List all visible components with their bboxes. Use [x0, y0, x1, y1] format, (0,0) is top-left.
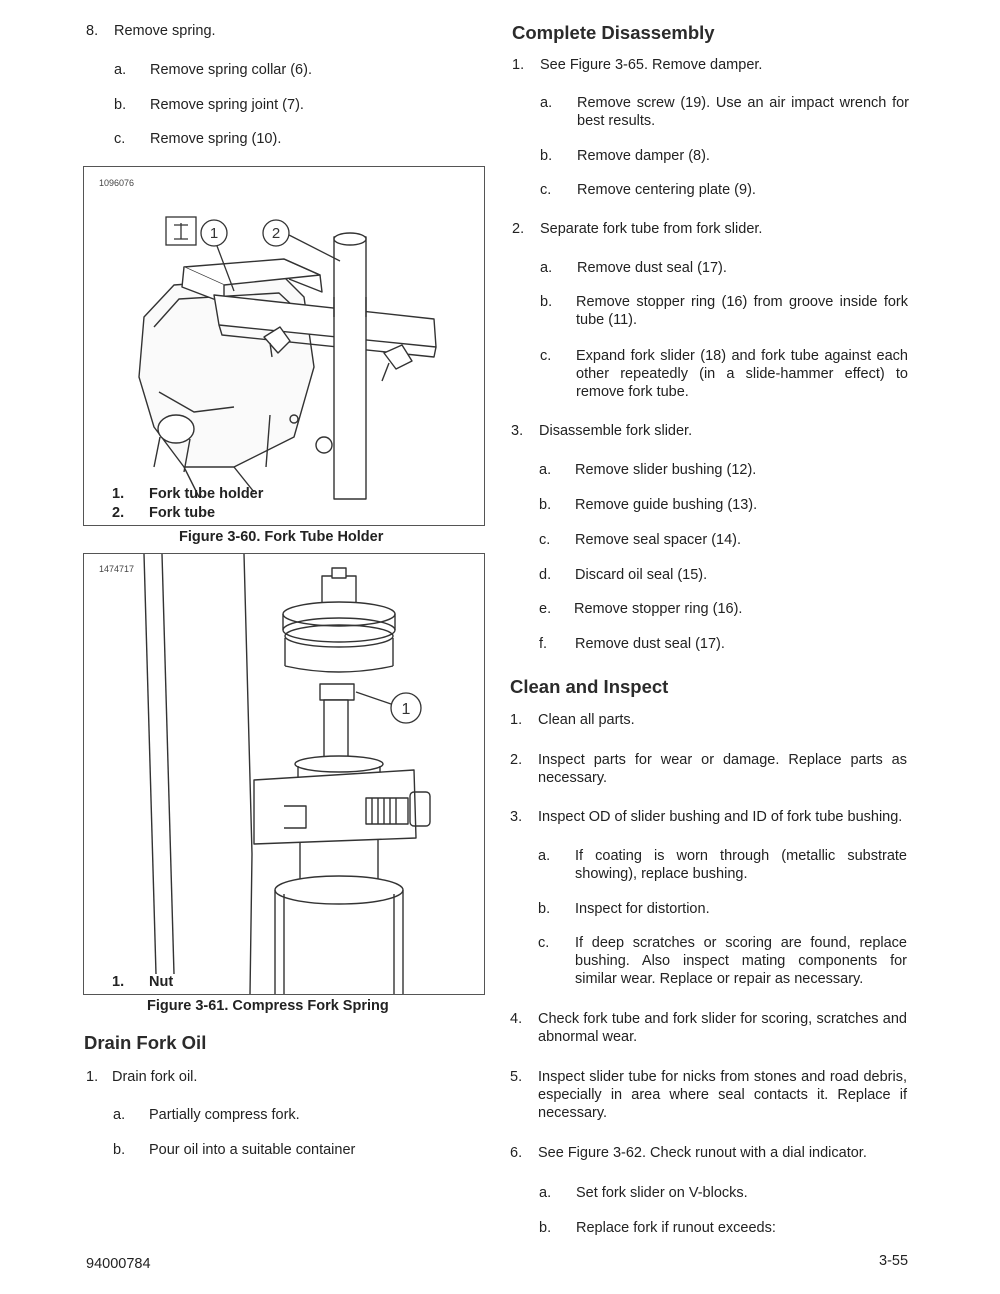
fork-tube-holder-illustration: [84, 167, 484, 525]
step-number: 1.: [510, 712, 523, 728]
section-heading: Complete Disassembly: [512, 22, 715, 43]
substep-letter: a.: [540, 95, 553, 111]
substep-letter: e.: [539, 601, 552, 617]
substep-text: Replace fork if runout exceeds:: [576, 1220, 776, 1236]
figure-fork-tube-holder: [83, 166, 485, 526]
substep-letter: b.: [539, 1220, 552, 1236]
substep-letter: f.: [539, 636, 548, 652]
substep-letter: b.: [540, 148, 553, 164]
substep-letter: a.: [113, 1107, 126, 1123]
substep-letter: c.: [114, 131, 126, 147]
legend-item: 1. Fork tube holder: [112, 486, 264, 502]
step-number: 4.: [510, 1011, 523, 1027]
step-text: Inspect OD of slider bushing and ID of fork tube bushing.: [538, 809, 903, 825]
substep-text: If coating is worn through (metallic substrate showing), replace bushing.: [575, 848, 907, 882]
substep-letter: a.: [539, 1185, 552, 1201]
step-number: 6.: [510, 1145, 523, 1161]
substep-letter: b.: [538, 901, 551, 917]
substep-text: Pour oil into a suitable container: [149, 1142, 356, 1158]
step-text: See Figure 3-65. Remove damper.: [540, 57, 763, 73]
step-number: 3.: [511, 423, 524, 439]
substep-text: Set fork slider on V-blocks.: [576, 1185, 748, 1201]
callout-2: 2: [271, 225, 281, 242]
substep-text: Remove spring joint (7).: [150, 97, 304, 113]
substep-text: Partially compress fork.: [149, 1107, 300, 1123]
substep-letter: d.: [539, 567, 552, 583]
section-heading: Drain Fork Oil: [84, 1032, 207, 1053]
substep-text: Discard oil seal (15).: [575, 567, 708, 583]
substep-text: Remove dust seal (17).: [575, 636, 725, 652]
figure-legend: [112, 485, 263, 523]
substep-text: Remove spring (10).: [150, 131, 282, 147]
doc-number: 94000784: [86, 1256, 151, 1272]
substep-letter: a.: [538, 848, 551, 864]
page-number: 3-55: [879, 1253, 909, 1269]
substep-letter: b.: [113, 1142, 126, 1158]
figure-compress-fork-spring: [83, 553, 485, 995]
step-text: Separate fork tube from fork slider.: [540, 221, 763, 237]
compress-fork-spring-illustration: [84, 554, 484, 994]
substep-text: Remove damper (8).: [577, 148, 710, 164]
substep-text: Remove stopper ring (16) from groove inside fork tube (11).: [576, 294, 908, 328]
callout-1: 1: [401, 701, 411, 718]
substep-letter: b.: [114, 97, 127, 113]
step-text: Inspect slider tube for nicks from stones and road debris, especially in area where seal contacts it. Replace if necessary.: [538, 1069, 907, 1121]
substep-text: Remove dust seal (17).: [577, 260, 727, 276]
substep-text: Inspect for distortion.: [575, 901, 710, 917]
step-text: Check fork tube and fork slider for scoring, scratches and abnormal wear.: [538, 1011, 907, 1045]
step-text: Remove spring.: [114, 23, 216, 39]
figure-caption: Figure 3-60. Fork Tube Holder: [179, 529, 384, 545]
substep-letter: a.: [114, 62, 127, 78]
step-number: 3.: [510, 809, 523, 825]
substep-text: Expand fork slider (18) and fork tube against each other repeatedly (in a slide-hammer effect) to remove fork tube.: [576, 348, 908, 400]
substep-text: Remove screw (19). Use an air impact wrench for best results.: [577, 95, 909, 129]
step-number: 8.: [86, 23, 99, 39]
step-text: Drain fork oil.: [112, 1069, 198, 1085]
legend-item: 1. Nut: [112, 974, 174, 990]
step-number: 5.: [510, 1069, 523, 1085]
figure-caption: Figure 3-61. Compress Fork Spring: [147, 998, 389, 1014]
substep-text: If deep scratches or scoring are found, replace bushing. Also inspect mating components for similar wear. Replace or repair as necessary.: [575, 935, 907, 987]
substep-letter: a.: [539, 462, 552, 478]
substep-letter: c.: [540, 182, 552, 198]
substep-text: Remove stopper ring (16).: [574, 601, 743, 617]
substep-letter: c.: [539, 532, 551, 548]
substep-text: Remove slider bushing (12).: [575, 462, 757, 478]
step-text: Disassemble fork slider.: [539, 423, 693, 439]
step-text: Inspect parts for wear or damage. Replace parts as necessary.: [538, 752, 907, 786]
substep-text: Remove spring collar (6).: [150, 62, 312, 78]
substep-letter: a.: [540, 260, 553, 276]
step-number: 2.: [510, 752, 523, 768]
substep-letter: c.: [538, 935, 550, 951]
section-heading: Clean and Inspect: [510, 676, 669, 697]
step-number: 2.: [512, 221, 525, 237]
substep-letter: c.: [540, 348, 552, 364]
figure-id: 1474717: [99, 564, 135, 574]
step-text: See Figure 3-62. Check runout with a dial indicator.: [538, 1145, 867, 1161]
callout-1: 1: [209, 225, 219, 242]
step-number: 1.: [86, 1069, 99, 1085]
substep-text: Remove centering plate (9).: [577, 182, 756, 198]
figure-legend: [112, 973, 173, 992]
step-number: 1.: [512, 57, 525, 73]
legend-item: 2. Fork tube: [112, 505, 216, 521]
step-text: Clean all parts.: [538, 712, 635, 728]
substep-letter: b.: [539, 497, 552, 513]
substep-text: Remove guide bushing (13).: [575, 497, 758, 513]
substep-letter: b.: [540, 294, 553, 310]
substep-text: Remove seal spacer (14).: [575, 532, 742, 548]
figure-id: 1096076: [99, 178, 135, 188]
